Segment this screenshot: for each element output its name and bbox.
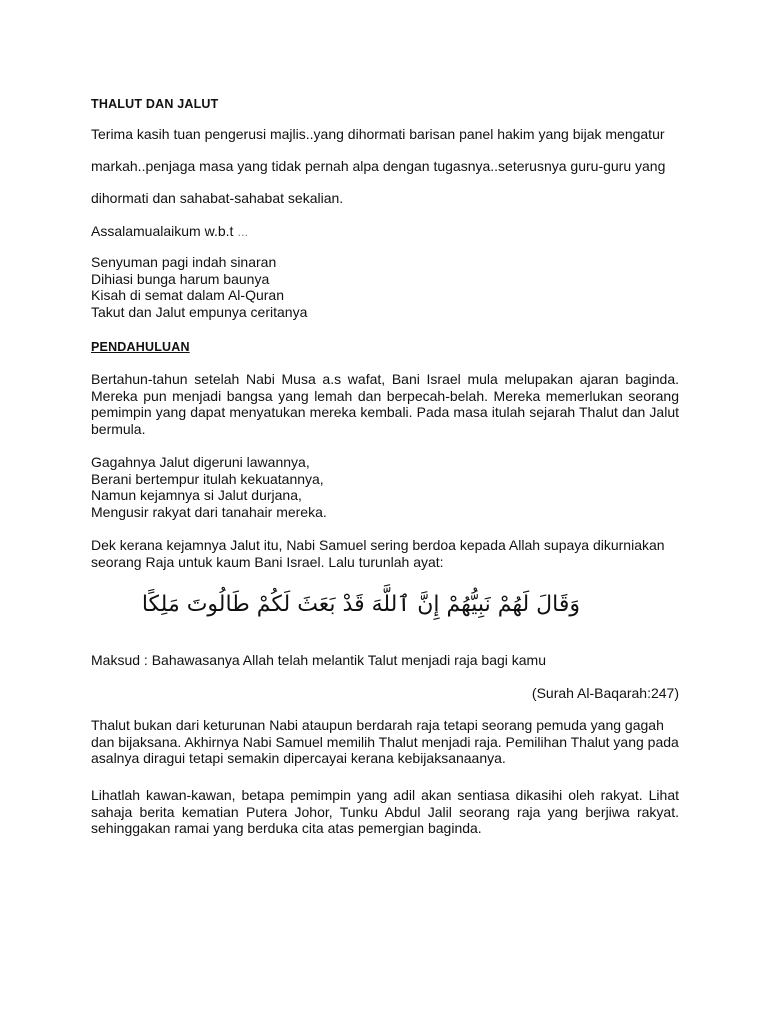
document-title: THALUT DAN JALUT bbox=[91, 97, 219, 111]
paragraph-line: seorang Raja untuk kaum Bani Israel. Lalu turunlah ayat: bbox=[91, 553, 444, 570]
greeting-line bbox=[91, 223, 679, 242]
paragraph-line: Thalut bukan dari keturunan Nabi ataupun berdarah raja tetapi seorang pemuda yang gagah bbox=[91, 717, 664, 733]
poem-line: Senyuman pagi indah sinaran bbox=[91, 254, 277, 270]
intro-paragraph bbox=[91, 126, 679, 207]
intro-line-1: Terima kasih tuan pengerusi majlis..yang dihormati barisan panel hakim yang bijak mengatur bbox=[91, 126, 665, 142]
greeting-text: Assalamualaikum w.b.t bbox=[91, 223, 234, 239]
section-heading-pendahuluan: PENDAHULUAN bbox=[91, 340, 190, 354]
paragraph-line: Dek kerana kejamnya Jalut itu, Nabi Samuel sering berdoa kepada Allah supaya dikurniakan bbox=[91, 537, 665, 553]
paragraph-line: dan bijaksana. Akhirnya Nabi Samuel memilih Thalut menjadi raja. Pemilihan Thalut yang pada bbox=[91, 733, 679, 750]
paragraph-thalut bbox=[91, 717, 679, 767]
verse-meaning: Maksud : Bahawasanya Allah telah melantik Talut menjadi raja bagi kamu bbox=[91, 652, 546, 668]
intro-line-2: markah..penjaga masa yang tidak pernah alpa dengan tugasnya..seterusnya guru-guru yang bbox=[91, 158, 666, 174]
poem-line: Takut dan Jalut empunya ceritanya bbox=[91, 303, 308, 320]
paragraph-leadership: Lihatlah kawan-kawan, betapa pemimpin yang adil akan sentiasa dikasihi oleh rakyat. Lihat sahaja berita kematian Putera Johor, Tunku Abdul Jalil seorang raja yang berjiwa rakyat. sehinggakan ramai yang berduka cita atas pemergian baginda. bbox=[91, 787, 679, 836]
poem-line: Gagahnya Jalut digeruni lawannya, bbox=[91, 454, 310, 470]
quran-verse: وَقَالَ لَهُمْ نَبِيُّهُمْ إِنَّ ٱللَّهَ قَدْ بَعَثَ لَكُمْ طَالُوتَ مَلِكًا bbox=[141, 592, 580, 617]
poem-line: Kisah di semat dalam Al-Quran bbox=[91, 287, 284, 303]
poem-line: Dihiasi bunga harum baunya bbox=[91, 270, 270, 287]
paragraph-line: asalnya diragui tetapi semakin dipercayai kerana kebijaksanaanya. bbox=[91, 750, 506, 766]
opening-poem bbox=[91, 254, 679, 320]
greeting-ellipsis: … bbox=[237, 227, 249, 239]
paragraph-intro-history: Bertahun-tahun setelah Nabi Musa a.s wafat, Bani Israel mula melupakan ajaran baginda. Mereka pun menjadi bangsa yang lemah dan berpecah-belah. Mereka memerlukan seorang pemimpin yang dapat menyatukan mereka kembali. Pada masa itulah sejarah Thalut dan Jalut bermula. bbox=[91, 371, 679, 437]
paragraph-nabi-samuel bbox=[91, 537, 679, 570]
jalut-poem bbox=[91, 454, 679, 520]
poem-line: Berani bertempur itulah kekuatannya, bbox=[91, 470, 324, 487]
poem-line: Namun kejamnya si Jalut durjana, bbox=[91, 487, 302, 503]
intro-line-3: dihormati dan sahabat-sahabat sekalian. bbox=[91, 190, 344, 206]
poem-line: Mengusir rakyat dari tanahair mereka. bbox=[91, 503, 327, 520]
verse-reference: (Surah Al-Baqarah:247) bbox=[531, 685, 679, 701]
